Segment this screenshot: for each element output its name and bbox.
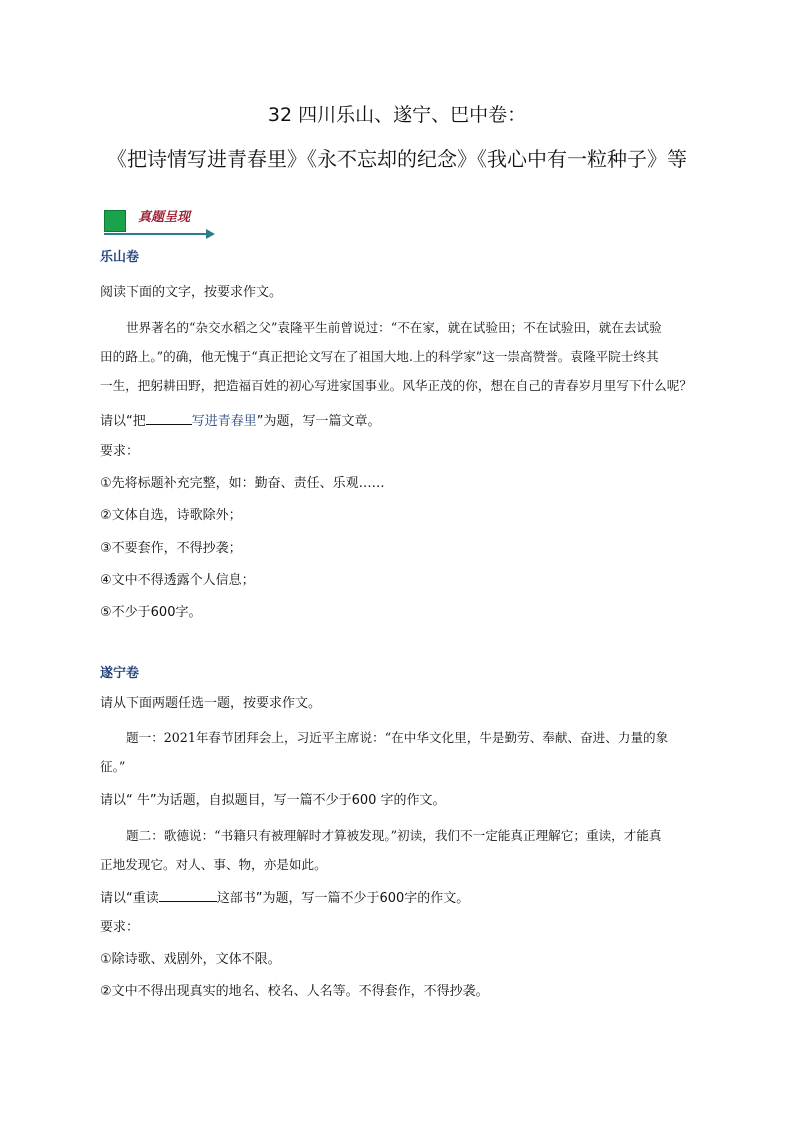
suining-topic1-line: 题一：2021年春节团拜会上，习近平主席说：“在中华文化里，牛是勤劳、奉献、奋进、力量的象 — [126, 730, 669, 745]
document-title-line1: 32 四川乐山、遂宁、巴中卷： — [267, 104, 527, 126]
suining-topic2-line: 正地发现它。对人、事、物，亦是如此。 — [100, 857, 327, 872]
leshan-prompt-end: ”为题，写一篇文章。 — [256, 414, 381, 429]
leshan-heading: 乐山卷 — [100, 250, 140, 265]
green-square-icon — [104, 210, 126, 232]
suining-intro: 请从下面两题任选一题，按要求作文。 — [100, 696, 322, 711]
suining-req-label: 要求： — [100, 920, 140, 935]
leshan-prompt — [100, 410, 700, 432]
leshan-material-line: 田的路上。”的确，他无愧于“真正把论文写在了祖国大地.上的科学家”这一崇高赞誉。袁隆平院士终其 — [100, 349, 659, 364]
suining-section — [100, 664, 700, 684]
document-title-line2: 《把诗情写进青春里》《永不忘却的纪念》《我心中有一粒种子》等 — [107, 147, 687, 171]
banner-label: 真题呈现 — [138, 210, 191, 225]
suining-topic1-line: 征。” — [100, 759, 126, 774]
leshan-req-item: ①先将标题补充完整，如：勤奋、责任、乐观…… — [100, 476, 385, 491]
banner-underline — [104, 233, 208, 235]
leshan-intro: 阅读下面的文字，按要求作文。 — [100, 285, 283, 300]
suining-req-item: ②文中不得出现真实的地名、校名、人名等。不得套作，不得抄袭。 — [100, 984, 489, 999]
leshan-req-label: 要求： — [100, 444, 140, 459]
suining-prompt-end: 这部书”为题，写一篇不少于600字的作文。 — [216, 891, 470, 906]
leshan-material — [100, 313, 696, 400]
leshan-prompt-start: 请以“把 — [100, 414, 146, 429]
title-blank — [159, 887, 217, 902]
suining-topic2-line: 题二：歌德说：“书籍只有被理解时才算被发现。”初读，我们不一定能真正理解它；重读，才能真 — [126, 828, 662, 843]
suining-req-item: ①除诗歌、戏剧外，文体不限。 — [100, 952, 281, 967]
leshan-prompt-title: 写进青春里 — [191, 414, 257, 429]
section-banner — [104, 210, 219, 244]
suining-topic1-prompt: 请以“ 牛”为话题，自拟题目，写一篇不少于600 字的作文。 — [100, 793, 446, 808]
leshan-req-item: ④文中不得透露个人信息； — [100, 573, 255, 588]
leshan-material-line: 世界著名的“杂交水稻之父”袁隆平生前曾说过：“不在家，就在试验田；不在试验田，就在去试验 — [126, 320, 662, 335]
suining-heading: 遂宁卷 — [100, 666, 140, 681]
title-blank — [146, 410, 192, 425]
arrow-right-icon — [206, 229, 215, 239]
suining-prompt-start: 请以“重读 — [100, 891, 159, 906]
leshan-req-item: ②文体自选，诗歌除外； — [100, 508, 242, 523]
leshan-req-item: ③不要套作，不得抄袭； — [100, 541, 242, 556]
suining-topic1 — [100, 723, 696, 781]
leshan-material-line: 一生，把躬耕田野，把造福百姓的初心写进家国事业。风华正茂的你，想在自己的青春岁月里写下什么呢？ — [100, 378, 692, 393]
suining-topic2-prompt — [100, 887, 700, 909]
suining-topic2 — [100, 821, 696, 879]
leshan-req-item: ⑤不少于600字。 — [100, 605, 202, 620]
leshan-section — [100, 248, 700, 268]
